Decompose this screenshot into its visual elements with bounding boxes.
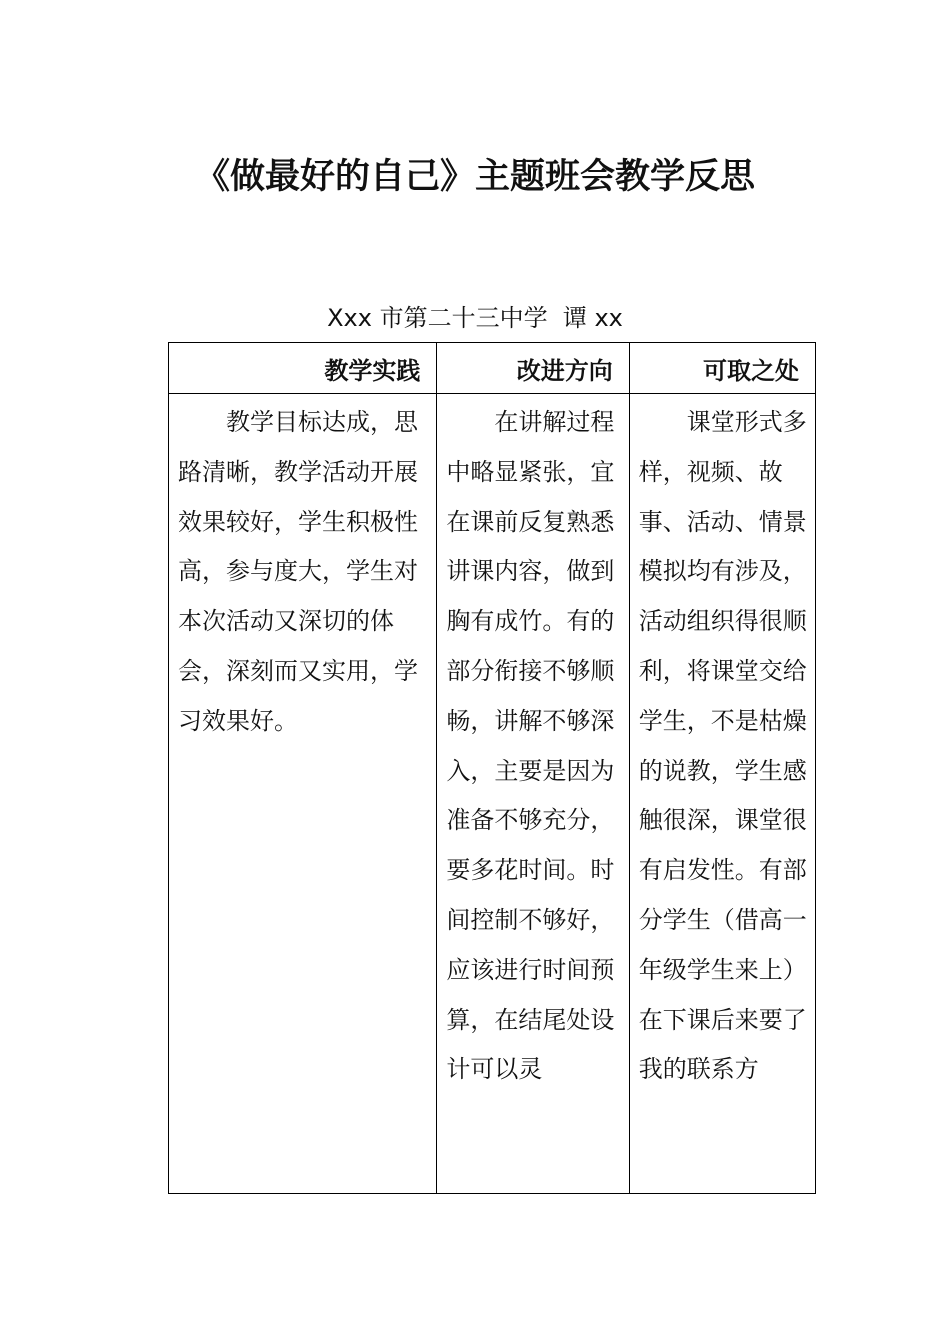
cell-strengths: 课堂形式多样，视频、故事、活动、情景模拟均有涉及，活动组织得很顺利，将课堂交给学生，不是枯燥的说教，学生感触很深，课堂很有启发性。有部分学生（借高一年级学生来上）在下课后来要了我的联系方 [629,394,815,1194]
cell-teaching-practice: 教学目标达成，思路清晰，教学活动开展效果较好，学生积极性高，参与度大，学生对本次活动又深切的体会，深刻而又实用，学习效果好。 [169,394,437,1194]
document-title: 《做最好的自己》主题班会教学反思 [194,157,755,197]
table-header-row [169,343,816,394]
table-row [169,394,816,1194]
document-subtitle: Xxx 市第二十三中学 谭 xx [327,304,623,332]
cell-improvement-direction: 在讲解过程中略显紧张，宜在课前反复熟悉讲课内容，做到胸有成竹。有的部分衔接不够顺畅，讲解不够深入，主要是因为准备不够充分，要多花时间。时间控制不够好，应该进行时间预算，在结尾处设计可以灵 [437,394,629,1194]
header-improvement-direction: 改进方向 [437,343,629,394]
reflection-table [168,342,816,1194]
header-strengths: 可取之处 [629,343,815,394]
header-teaching-practice: 教学实践 [169,343,437,394]
